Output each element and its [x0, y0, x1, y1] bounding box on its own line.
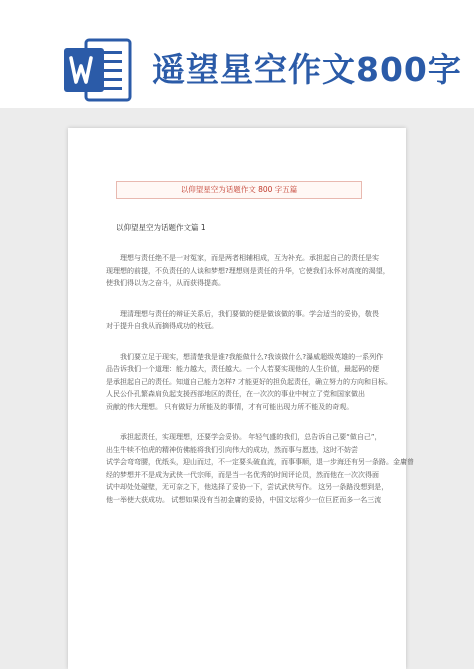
- text-line: 品告诉我们一个道理：能力越大，责任越大。一个人若要实现他的人生价值，最起码的便: [106, 365, 379, 373]
- text-line: 出生牛犊不怕虎的精神仿佛能将我们引向伟大的成功，然而事与愿违，这时不妨尝: [106, 445, 358, 454]
- text-line: 使我们得以为之奋斗，从而获得提高。: [106, 279, 225, 287]
- essay-subheading: 以仰望星空为话题作文篇 1: [116, 223, 206, 232]
- document-body: [68, 206, 414, 524]
- banner: [0, 0, 474, 110]
- text-line: 理清理想与责任的辩证关系后，我们要做的便是做该做的事。学会适当的妥协，敬畏: [120, 309, 379, 318]
- text-line: 理想与责任绝不是一对冤家，而是两者相辅相成，互为补充。承担起自己的责任是实: [120, 254, 379, 262]
- word-document-icon: [62, 38, 132, 102]
- text-line: 是承担起自己的责任。知道自己能力怎样? 才能更好的担负起责任，确立努力的方向和目标。: [106, 377, 392, 386]
- text-line: 经的梦想并不是成为武侠一代宗师，而是当一名优秀的时间评论员，然而他在一次次得面: [106, 470, 379, 479]
- document-page: [68, 128, 414, 669]
- text-line: 他一举使大获成功。 试想如果没有当初金庸的妥协，中国文坛将少一位巨匠而多一名三流: [106, 495, 382, 504]
- paragraph: [106, 252, 390, 290]
- text-line: 试中却处处碰壁，无可奈之下，他选择了妥协一下，尝试武侠写作。 这另一条路没想到是，: [106, 483, 389, 491]
- text-line: 承担起责任，实现理想，还要学会妥协。 年轻气盛的我们，总告诉自己要“做自己”，: [120, 433, 382, 441]
- text-line: 贡献的伟大理想。 只有做好力所能及的事情，才有可能出现力所不能及的奇观。: [106, 402, 354, 411]
- document-heading: 以仰望星空为话题作文 800 字五篇: [116, 181, 362, 199]
- text-line: 试学会弯弯腰，优纸头，迎山而过，不一定要头破血流，而事事顺，退一步海还有另一条路。金庸曾: [106, 458, 414, 466]
- paragraph: [106, 431, 414, 506]
- text-line: 现理想的前提，不负责任的人谈和梦想?理想则是责任的升华，它使我们永怀对高度的渴望，: [106, 266, 390, 275]
- text-line: 对于提升自我从而摘得成功的枝冠。: [106, 322, 218, 330]
- page-title: 遥望星空作文800字: [152, 50, 462, 89]
- text-line: 人民公仆孔繁森肩负起支援西部地区的责任，在一次次的事业中树立了党和国家做出: [106, 390, 365, 398]
- paragraph: [106, 351, 392, 414]
- text-line: 我们要立足于现实，想清楚我是谁?我能做什么?我该做什么?瀑威超级英雄的一系列作: [120, 352, 384, 361]
- document-preview: [0, 108, 474, 669]
- paragraph: [106, 308, 379, 333]
